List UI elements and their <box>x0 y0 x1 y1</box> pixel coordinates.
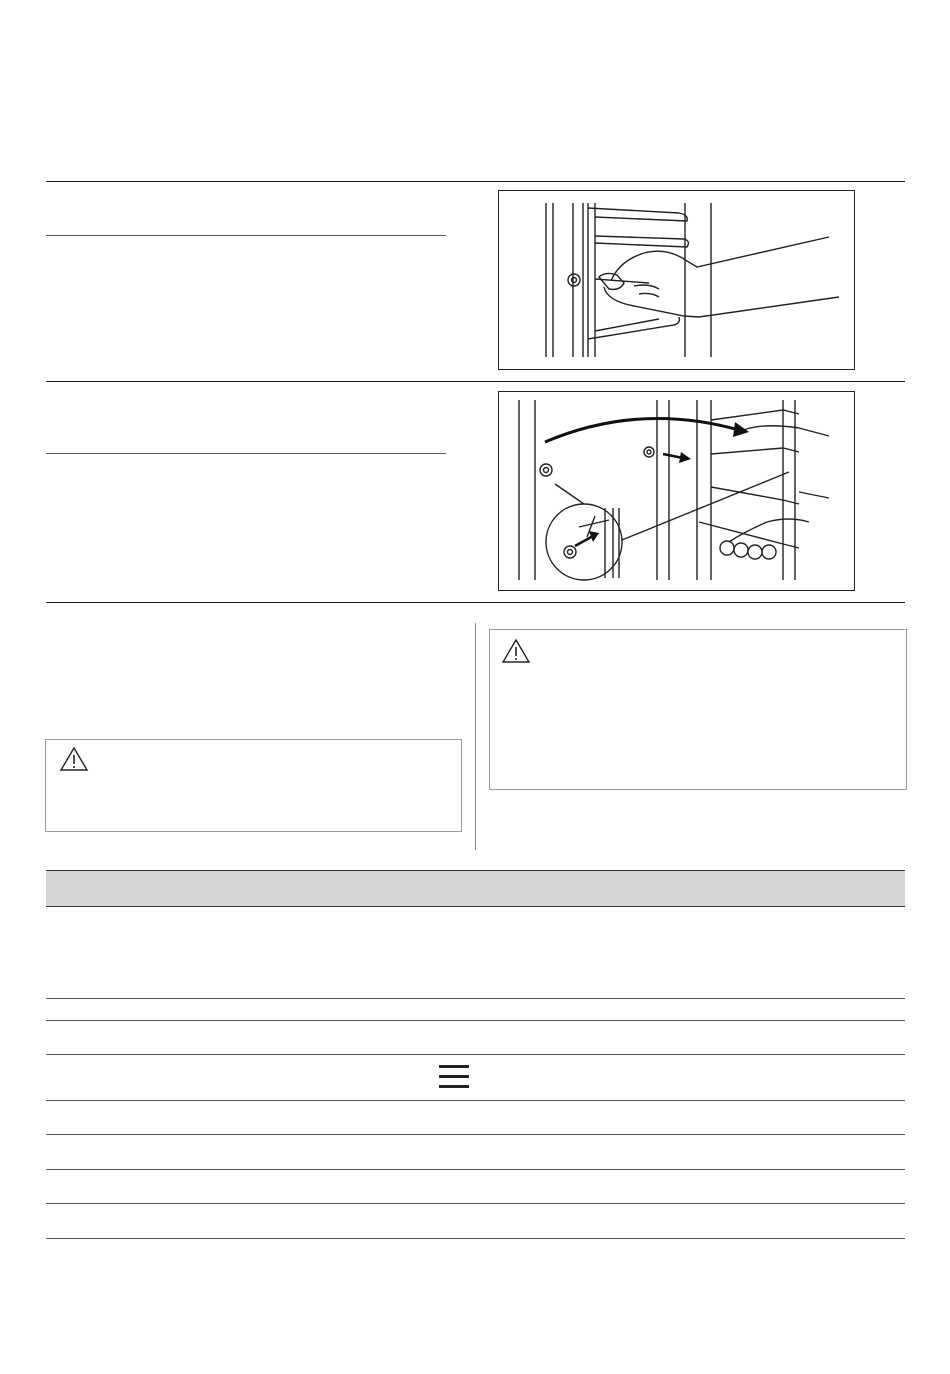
table-row-divider <box>46 1169 905 1170</box>
table-bottom-border <box>46 1238 905 1239</box>
table-row-divider <box>46 998 905 999</box>
warning-triangle-icon <box>59 746 89 772</box>
table-row-divider <box>46 1020 905 1021</box>
table-header-bottom-border <box>46 906 905 907</box>
table-row-divider <box>46 1134 905 1135</box>
table-row-divider <box>46 1100 905 1101</box>
table-header-top-border <box>46 870 905 871</box>
hand-pulling-shelf-support-icon <box>499 191 854 369</box>
section-divider-bottom <box>46 602 905 603</box>
hand-inserting-shelf-support-icon <box>499 392 854 590</box>
table-header <box>46 870 905 906</box>
left-warning-box <box>45 739 462 832</box>
step-2-divider <box>46 453 446 454</box>
right-warning-box <box>489 629 907 790</box>
table-row-divider <box>46 1203 905 1204</box>
section-divider-middle <box>46 381 905 382</box>
section-divider-top <box>46 181 905 182</box>
step-1-divider <box>46 235 446 236</box>
column-separator <box>475 623 476 850</box>
warning-triangle-icon <box>501 638 531 664</box>
install-shelf-support-illustration <box>498 391 855 591</box>
remove-shelf-support-illustration <box>498 190 855 370</box>
menu-lines-icon <box>439 1065 469 1089</box>
table-row-divider <box>46 1054 905 1055</box>
